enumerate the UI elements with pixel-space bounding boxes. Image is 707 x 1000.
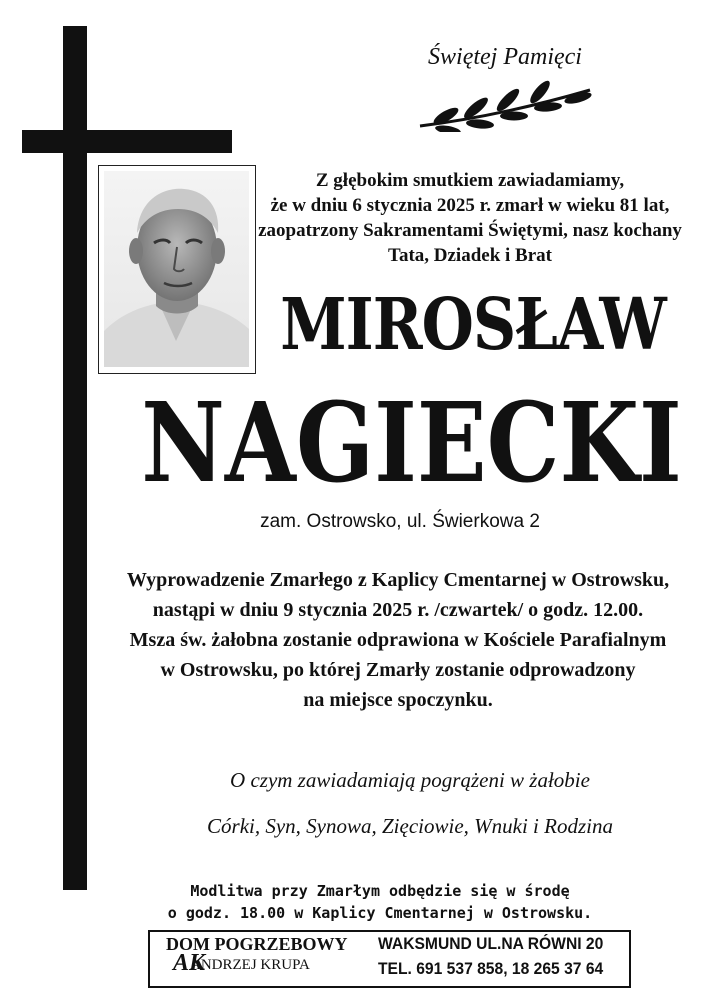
deceased-first-name: MIROSŁAW: [280, 283, 666, 367]
deceased-last-name: NAGIECKI: [141, 377, 682, 508]
intro-line: Tata, Dziadek i Brat: [388, 245, 552, 266]
intro-line: zaopatrzony Sakramentami Świętymi, nasz kochany: [258, 220, 682, 241]
ceremony-line: na miejsce spoczynku.: [303, 689, 493, 711]
announcement-intro: [240, 168, 700, 268]
portrait-image: [104, 171, 249, 367]
cross-horizontal-beam: [22, 130, 232, 153]
ceremony-line: Wyprowadzenie Zmarłego z Kaplicy Cmentarnej w Ostrowsku,: [126, 569, 670, 591]
ceremony-details: [98, 565, 698, 715]
funeral-home-address: WAKSMUND UL.NA RÓWNI 20: [378, 934, 604, 953]
header-title: Świętej Pamięci: [428, 44, 582, 70]
funeral-home-logo: AK: [173, 950, 206, 976]
funeral-home-name: DOM POGRZEBOWY: [166, 934, 348, 954]
mourners-section: [120, 757, 700, 849]
prayer-line: Modlitwa przy Zmarłym odbędzie się w środę: [190, 882, 570, 900]
mourners-intro: O czym zawiadamiają pogrążeni w żałobie: [230, 768, 590, 792]
funeral-home-owner: ANDRZEJ KRUPA: [190, 957, 310, 973]
ceremony-line: Msza św. żałobna zostanie odprawiona w Kościele Parafialnym: [129, 629, 667, 651]
intro-line: Z głębokim smutkiem zawiadamiamy,: [315, 170, 625, 191]
ceremony-line: w Ostrowsku, po której Zmarły zostanie odprowadzony: [160, 659, 636, 681]
intro-line: że w dniu 6 stycznia 2025 r. zmarł w wieku 81 lat,: [270, 195, 670, 216]
prayer-line: o godz. 18.00 w Kaplicy Cmentarnej w Ostrowsku.: [167, 904, 593, 922]
deceased-photo: [98, 165, 256, 374]
prayer-notice: [90, 880, 670, 924]
deceased-address: zam. Ostrowsko, ul. Świerkowa 2: [260, 511, 540, 532]
cross-vertical-beam: [63, 26, 87, 890]
mourners-list: Córki, Syn, Synowa, Zięciowie, Wnuki i Rodzina: [207, 814, 613, 838]
laurel-branch-icon: [418, 80, 594, 132]
funeral-home-phones: TEL. 691 537 858, 18 265 37 64: [378, 959, 604, 978]
ceremony-line: nastąpi w dniu 9 stycznia 2025 r. /czwartek/ o godz. 12.00.: [152, 599, 644, 621]
